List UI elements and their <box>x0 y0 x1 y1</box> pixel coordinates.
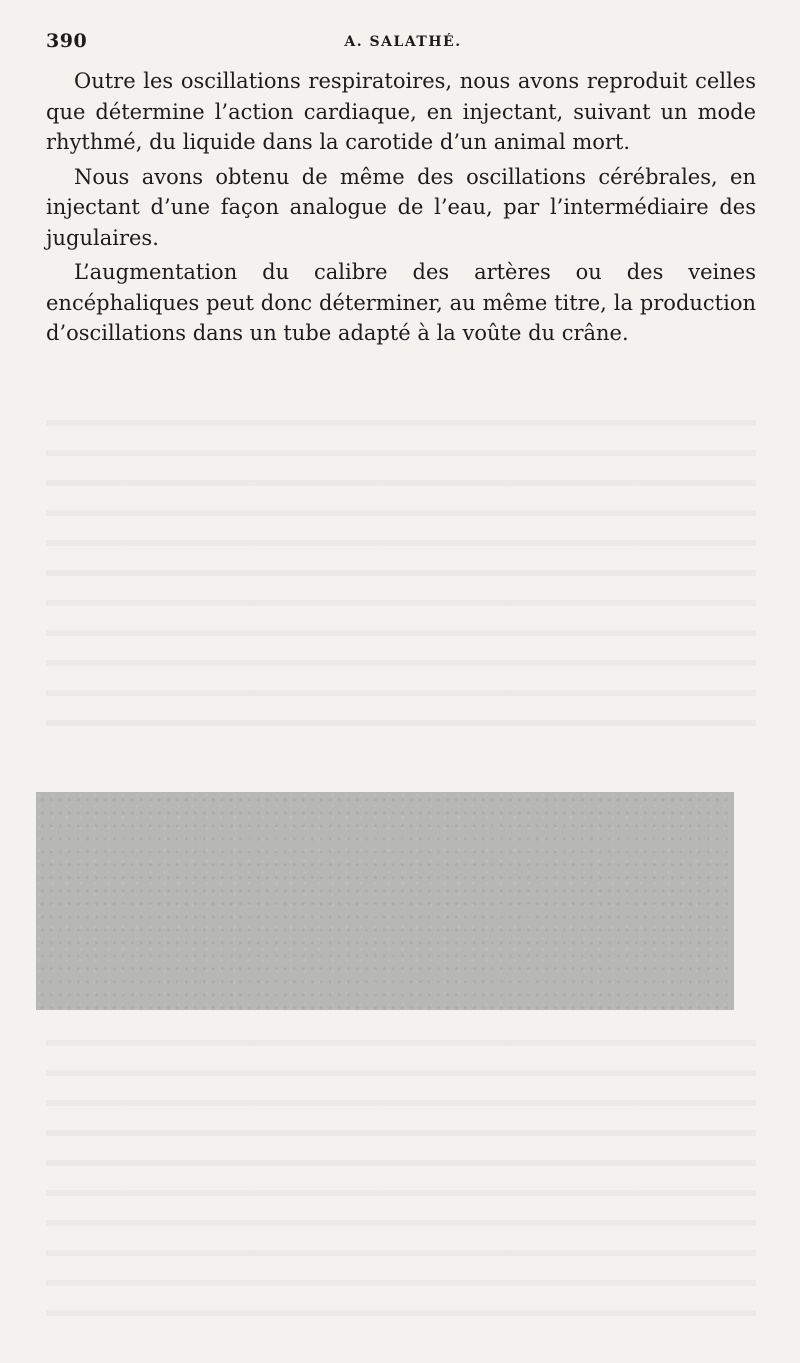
body-text <box>46 66 756 349</box>
paragraph-vessel-calibre: L’augmentation du calibre des artères ou des veines encéphaliques peut donc déterminer, au même titre, la production d’oscillations dans un tube adapté à la voûte du crâne. <box>46 260 756 345</box>
running-head: A. SALATHÉ. <box>344 34 462 50</box>
paragraph-cerebral-oscillations: Nous avons obtenu de même des oscillations cérébrales, en injectant d’une façon analogue de l’eau, par l’intermédiaire des jugulaires. <box>46 164 756 250</box>
paragraph-cardiac-oscillations: Outre les oscillations respiratoires, nous avons reproduit celles que détermine l’action cardiaque, en injectant, suivant un mode rhythmé, du liquide dans la carotide d’un animal mort. <box>46 69 756 154</box>
page-number: 390 <box>46 30 88 52</box>
bleed-through-text-lower <box>46 1020 756 1320</box>
bleed-through-text <box>46 400 756 750</box>
page-header <box>46 30 760 60</box>
figure-plate <box>36 792 734 1010</box>
